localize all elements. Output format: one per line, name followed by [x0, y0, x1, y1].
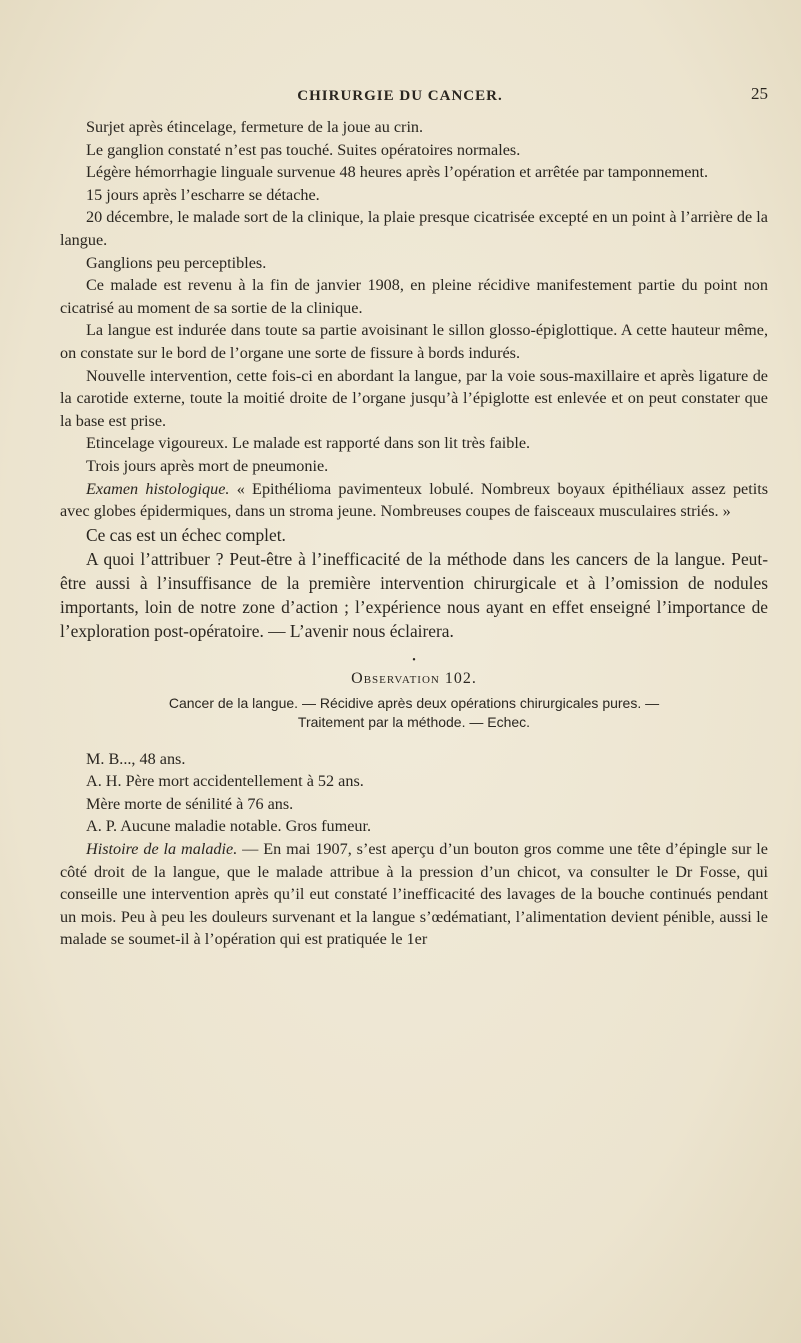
ornament-dot: • [412, 654, 416, 666]
paragraph: La langue est indurée dans toute sa partie avoisinant le sillon glosso-épiglottique. A cette hauteur même, on constate sur le bord de l’organe une sorte de fissure à bords indurés. [60, 321, 768, 362]
paragraph: Ganglions peu perceptibles. [86, 253, 267, 272]
paragraph: 20 décembre, le malade sort de la clinique, la plaie presque cicatrisée excepté en un point à l’arrière de la langue. [60, 208, 768, 249]
case-continuation [60, 116, 768, 523]
paragraph: A. H. Père mort accidentellement à 52 ans. [86, 772, 364, 791]
paragraph: A quoi l’attribuer ? Peut-être à l’inefficacité de la méthode dans les cancers de la langue. Peut-être aussi à l’insuffisance de la première intervention chirurgicale et à l’omission de nodules importants, loin de notre zone d’action ; l’expérience nous ayant en effet enseigné l’importance de l’exploration post-opératoire. — L’avenir nous éclairera. [60, 548, 768, 641]
paragraph: Etincelage vigoureux. Le malade est rapporté dans son lit très faible. [86, 434, 531, 453]
paragraph: Nouvelle intervention, cette fois-ci en abordant la langue, par la voie sous-maxillaire et après ligature de la carotide externe, toute la moitié droite de l’organe jusqu’à l’épiglotte est enlevée et on peut constater que la base est prise. [60, 366, 768, 430]
paragraph: A. P. Aucune maladie notable. Gros fumeur. [86, 817, 372, 836]
paragraph: Ce malade est revenu à la fin de janvier 1908, en pleine récidive manifestement partie du point non cicatrisé au moment de sa sortie de la clinique. [60, 276, 768, 317]
paragraph: Légère hémorrhagie linguale survenue 48 heures après l’opération et arrêtée par tamponnement. [86, 163, 709, 182]
page-header [60, 84, 768, 114]
histology-text: « Epithélioma pavimenteux lobulé. Nombreux boyaux épithéliaux assez petits avec globes épidermiques, dans un stroma jeune. Nombreuses coupes de faisceaux musculaires striés. » [60, 479, 769, 521]
page-number: 25 [751, 84, 768, 103]
histology-paragraph [60, 478, 768, 523]
running-title: CHIRURGIE DU CANCER. [297, 88, 503, 104]
paragraph: Ce cas est un échec complet. [86, 524, 286, 545]
history-text: — En mai 1907, s’est aperçu d’un bouton gros comme une tête d’épingle sur le côté droit de la langue, que le malade attribue à la pression d’un chicot, va consulter le Dr Fosse, qui conseille une intervention après qu’il eut constaté l’inefficacité des lavages de la bouche continués pendant un mois. Peu à peu les douleurs survenant et la langue s’œdématiant, l’alimentation devient pénible, aussi le malade se soumet-il à l’opération qui est pratiquée le 1er [60, 840, 768, 949]
paragraph: Trois jours après mort de pneumonie. [86, 456, 329, 475]
histology-label: Examen histologique. [86, 479, 230, 498]
observation-body [60, 748, 768, 951]
paragraph: Le ganglion constaté n’est pas touché. Suites opératoires normales. [86, 140, 521, 159]
page-body [60, 116, 768, 951]
history-label: Histoire de la maladie. [86, 840, 238, 859]
observation-subtitle-line: Traitement par la méthode. — Echec. [297, 713, 531, 730]
observation-subtitle [60, 694, 768, 732]
history-paragraph [60, 838, 768, 951]
paragraph: M. B..., 48 ans. [86, 749, 186, 768]
discussion [60, 523, 768, 643]
observation-title: Observation 102. [351, 669, 477, 687]
paragraph: 15 jours après l’escharre se détache. [86, 185, 320, 204]
observation-subtitle-line: Cancer de la langue. — Récidive après deux opérations chirurgicales pures. — [168, 694, 660, 711]
paragraph: Surjet après étincelage, fermeture de la joue au crin. [86, 118, 424, 136]
paragraph: Mère morte de sénilité à 76 ans. [86, 794, 294, 813]
